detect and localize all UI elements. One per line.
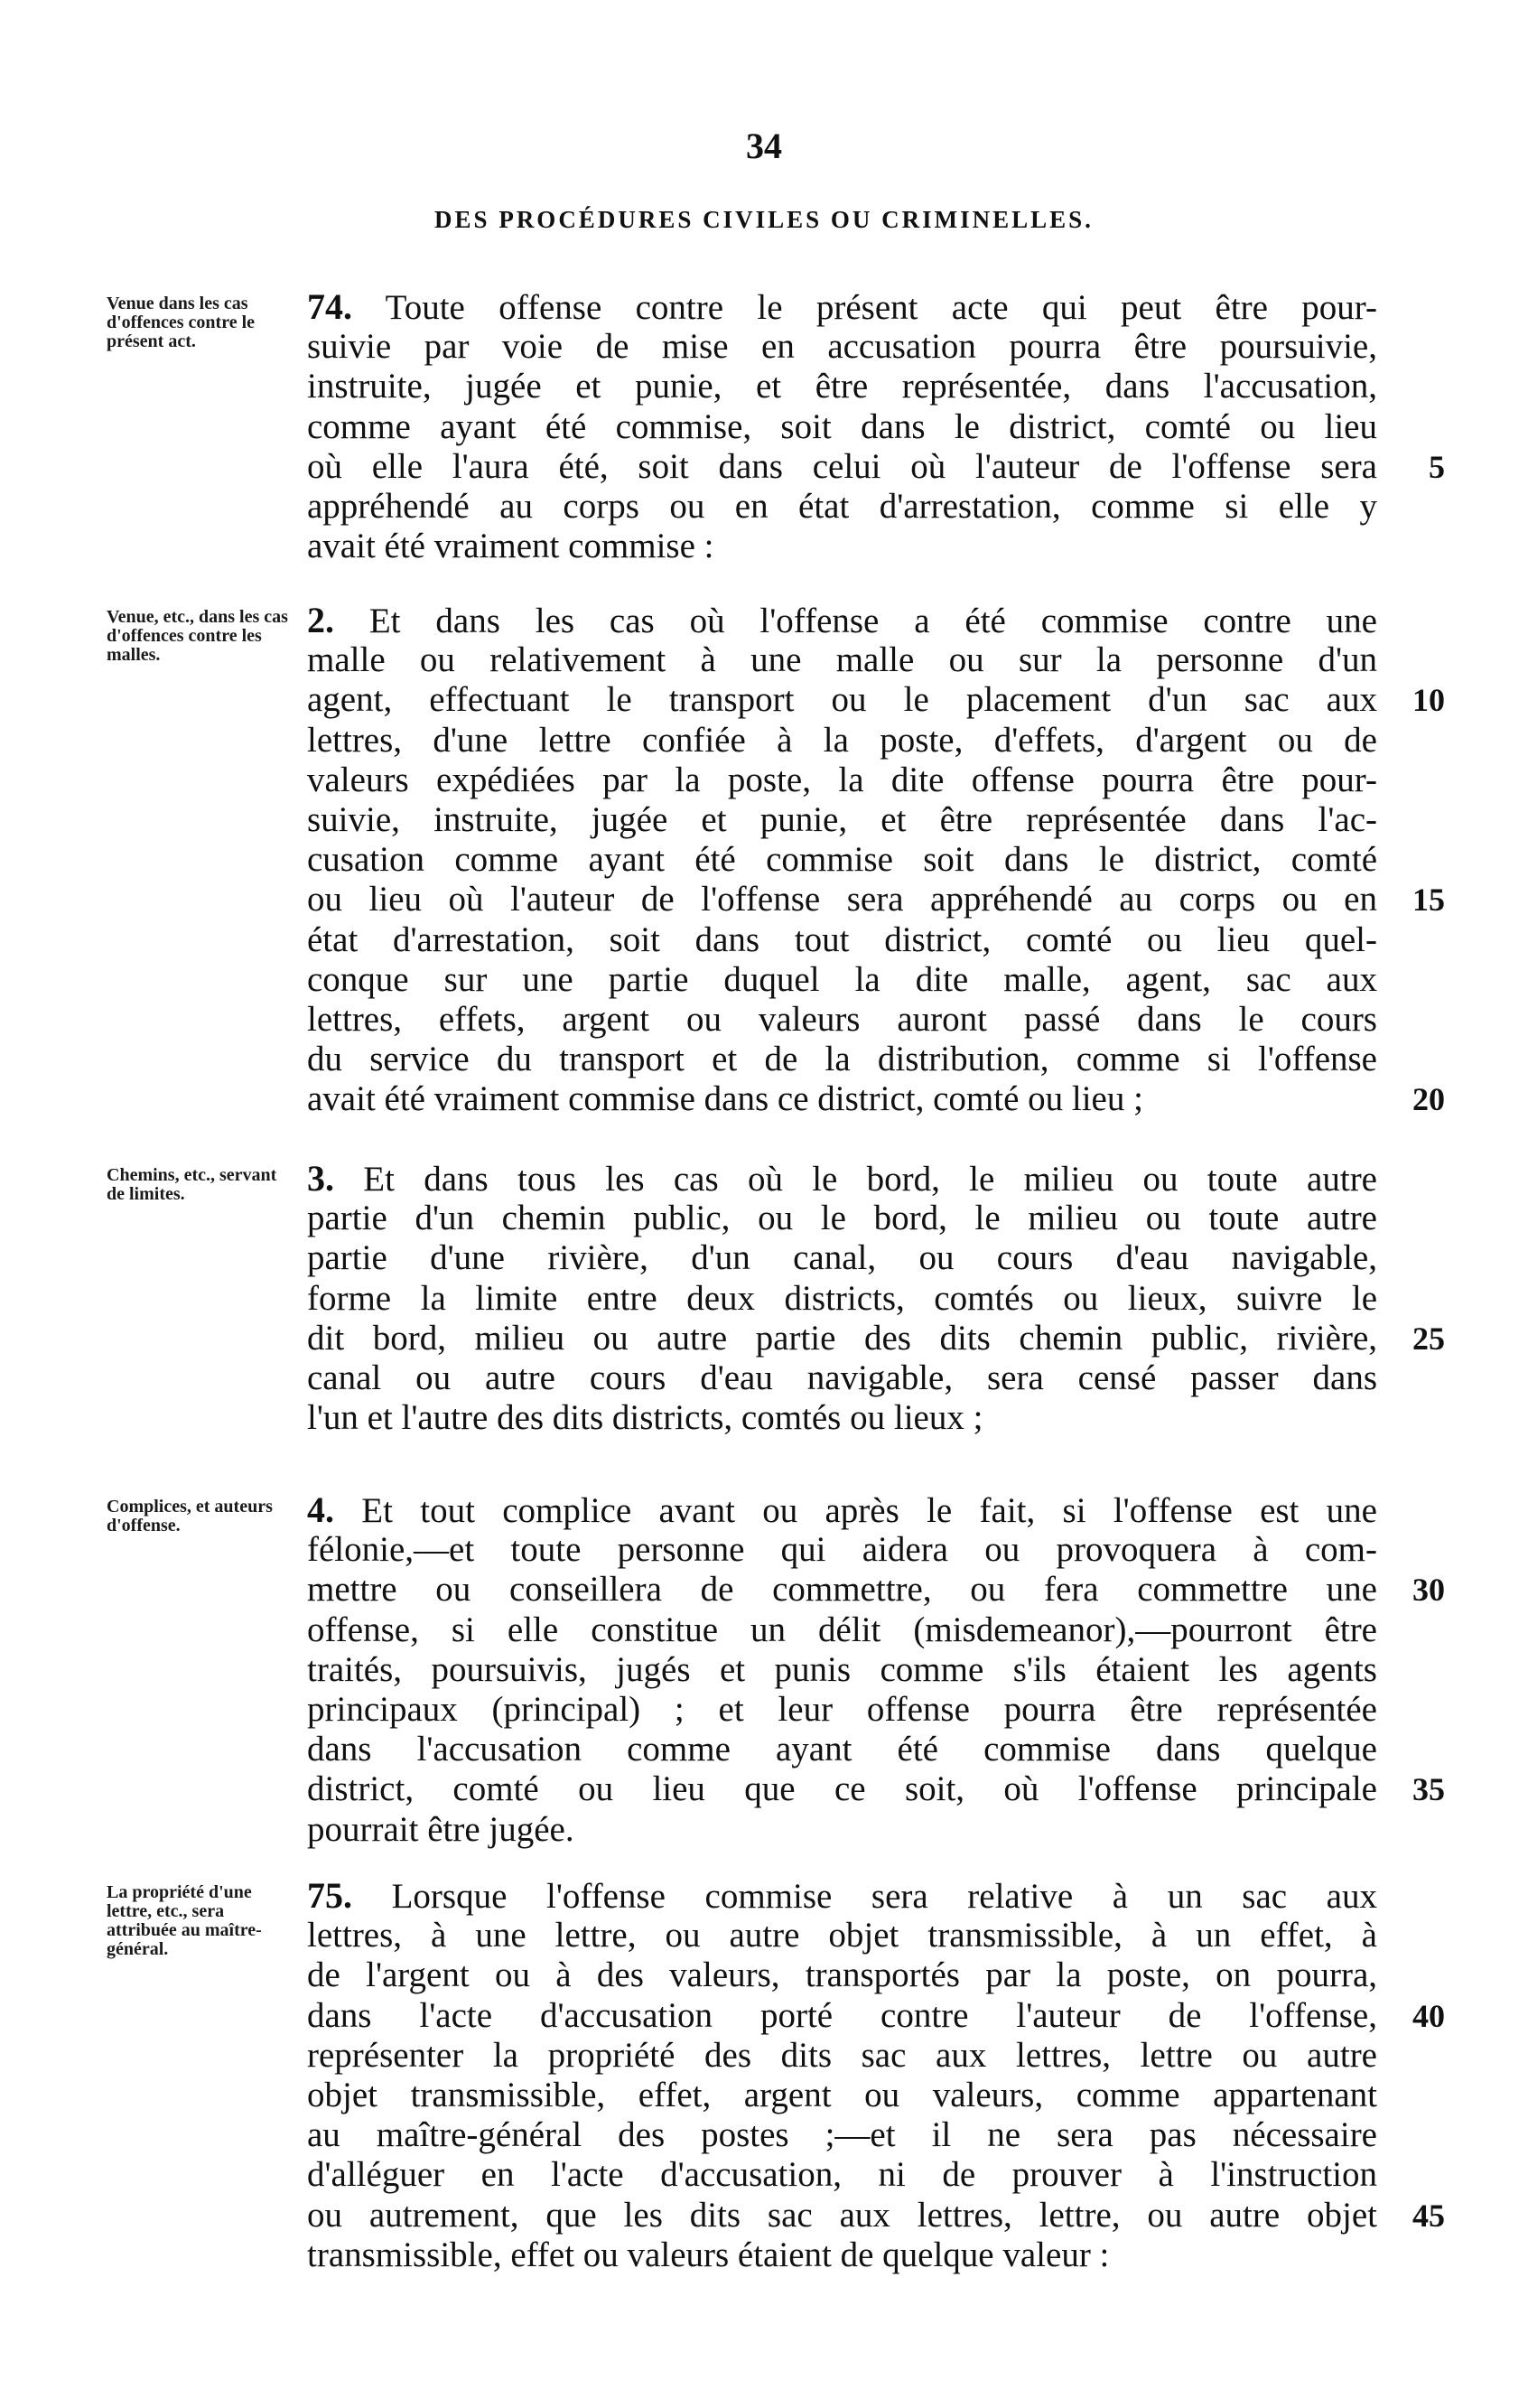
paragraph-line: objet transmissible, effet, argent ou valeurs, comme appartenant (307, 2076, 1377, 2114)
margin-note: Venue, etc., dans les cas d'offences contre les malles. (107, 607, 288, 665)
margin-note: Chemins, etc., servant de limites. (107, 1165, 277, 1204)
paragraph-line: malle ou relativement à une malle ou sur la personne d'un (307, 640, 1377, 680)
paragraph-line: dans l'accusation comme ayant été commise dans quelque (307, 1730, 1377, 1769)
article-number: 4. (307, 1490, 334, 1530)
paragraph-line: partie d'une rivière, d'un canal, ou cours d'eau navigable, (307, 1238, 1377, 1278)
paragraph-line: pourrait être jugée. (307, 1809, 574, 1849)
paragraph-line: traités, poursuivis, jugés et punis comme s'ils étaient les agents (307, 1649, 1377, 1689)
paragraph-line: comme ayant été commise, soit dans le district, comté ou lieu (307, 406, 1377, 446)
paragraph-line: dans l'acte d'accusation porté contre l'auteur de l'offense, (307, 1995, 1377, 2035)
paragraph-line: 3. Et dans tous les cas où le bord, le milieu ou toute autre (307, 1159, 1377, 1199)
margin-note: La propriété d'une lettre, etc., sera attribuée au maître-général. (107, 1882, 262, 1959)
margin-note: Complices, et auteurs d'offense. (107, 1497, 273, 1535)
running-header: DES PROCÉDURES CIVILES OU CRIMINELLES. (434, 206, 1094, 233)
paragraph-line: avait été vraiment commise : (307, 527, 714, 566)
paragraph-line: représenter la propriété des dits sac aux lettres, lettre ou autre (307, 2035, 1377, 2075)
article-number: 75. (307, 1876, 352, 1916)
line-number: 40 (1412, 1997, 1445, 2034)
paragraph-line: 4. Et tout complice avant ou après le fait, si l'offense est une (307, 1490, 1377, 1530)
paragraph-line: du service du transport et de la distribution, comme si l'offense (307, 1040, 1377, 1079)
paragraph-line: félonie,—et toute personne qui aidera ou provoquera à com- (307, 1530, 1377, 1570)
line-number: 45 (1412, 2197, 1445, 2234)
paragraph-line: suivie par voie de mise en accusation pourra être poursuivie, (307, 327, 1377, 367)
article-number: 74. (307, 287, 352, 327)
paragraph-line: cusation comme ayant été commise soit dans le district, comté (307, 840, 1377, 880)
paragraph-line: avait été vraiment commise dans ce district, comté ou lieu ; (307, 1079, 1143, 1119)
line-number: 20 (1412, 1081, 1445, 1118)
line-number: 5 (1429, 448, 1445, 485)
margin-note: Venue dans les cas d'offences contre le présent act. (107, 294, 256, 351)
paragraph-line: transmissible, effet ou valeurs étaient de quelque valeur : (307, 2235, 1110, 2274)
paragraph-line: suivie, instruite, jugée et punie, et être représentée dans l'ac- (307, 800, 1377, 839)
paragraph-line: dit bord, milieu ou autre partie des dits chemin public, rivière, (307, 1318, 1377, 1358)
paragraph-line: lettres, à une lettre, ou autre objet transmissible, à un effet, à (307, 1916, 1377, 1955)
paragraph-line: au maître-général des postes ;—et il ne sera pas nécessaire (307, 2115, 1377, 2155)
paragraph-line: principaux (principal) ; et leur offense pourra être représentée (307, 1690, 1377, 1729)
paragraph-line: valeurs expédiées par la poste, la dite offense pourra être pour- (307, 760, 1377, 799)
paragraph-line: 74. Toute offense contre le présent acte qui peut être pour- (307, 287, 1377, 327)
paragraph-line: ou lieu où l'auteur de l'offense sera appréhendé au corps ou en (307, 880, 1377, 919)
paragraph-line: conque sur une partie duquel la dite malle, agent, sac aux (307, 959, 1377, 999)
paragraph-line: où elle l'aura été, soit dans celui où l'auteur de l'offense sera (307, 446, 1377, 486)
line-number: 30 (1412, 1572, 1445, 1609)
paragraph-line: ou autrement, que les dits sac aux lettres, lettre, ou autre objet (307, 2195, 1377, 2235)
paragraph-line: forme la limite entre deux districts, comtés ou lieux, suivre le (307, 1278, 1377, 1318)
paragraph-line: mettre ou conseillera de commettre, ou fera commettre une (307, 1570, 1377, 1610)
line-number: 25 (1412, 1320, 1445, 1357)
paragraph-line: de l'argent ou à des valeurs, transportés par la poste, on pourra, (307, 1955, 1377, 1995)
paragraph-line: instruite, jugée et punie, et être représentée, dans l'accusation, (307, 367, 1377, 406)
paragraph-line: lettres, effets, argent ou valeurs auront passé dans le cours (307, 1000, 1377, 1039)
paragraph-line: agent, effectuant le transport ou le placement d'un sac aux (307, 680, 1377, 720)
line-number: 35 (1412, 1771, 1445, 1808)
page-number: 34 (746, 126, 782, 166)
line-number: 10 (1412, 682, 1445, 719)
paragraph-line: canal ou autre cours d'eau navigable, sera censé passer dans (307, 1358, 1377, 1397)
paragraph-line: lettres, d'une lettre confiée à la poste, d'effets, d'argent ou de (307, 720, 1377, 760)
paragraph-line: 2. Et dans les cas où l'offense a été commise contre une (307, 601, 1377, 640)
paragraph-line: district, comté ou lieu que ce soit, où l'offense principale (307, 1769, 1377, 1809)
paragraph-line: 75. Lorsque l'offense commise sera relative à un sac aux (307, 1876, 1377, 1916)
line-number: 15 (1412, 882, 1445, 919)
paragraph-line: partie d'un chemin public, ou le bord, le milieu ou toute autre (307, 1199, 1377, 1238)
paragraph-line: offense, si elle constitue un délit (misdemeanor),—pourront être (307, 1610, 1377, 1649)
paragraph-line: l'un et l'autre des dits districts, comtés ou lieux ; (307, 1398, 983, 1438)
paragraph-line: état d'arrestation, soit dans tout district, comté ou lieu quel- (307, 919, 1377, 959)
article-number: 2. (307, 601, 334, 640)
article-number: 3. (307, 1159, 334, 1199)
paragraph-line: appréhendé au corps ou en état d'arrestation, comme si elle y (307, 487, 1377, 526)
paragraph-line: d'alléguer en l'acte d'accusation, ni de prouver à l'instruction (307, 2155, 1377, 2195)
